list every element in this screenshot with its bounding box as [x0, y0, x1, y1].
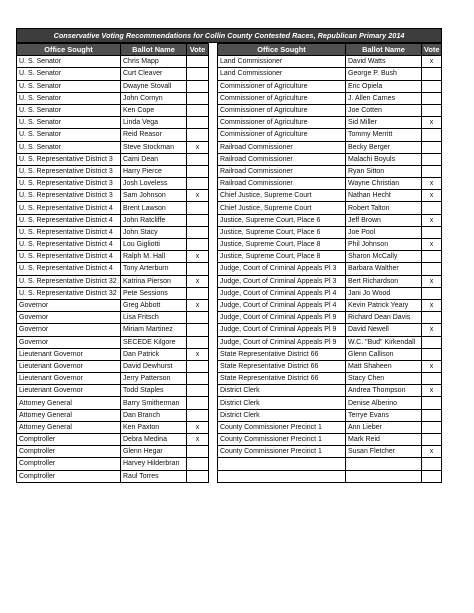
table-row: [17, 165, 209, 177]
ballot-name-cell: George P. Bush: [346, 68, 422, 80]
office-cell: Commissioner of Agriculture: [218, 92, 346, 104]
ballot-name-cell: Sam Johnson: [121, 190, 187, 202]
ballot-name-cell: Greg Abbott: [121, 299, 187, 311]
vote-cell: [187, 80, 209, 92]
ballot-name-cell: Barry Smitherman: [121, 397, 187, 409]
ballot-name-cell: Dan Patrick: [121, 348, 187, 360]
ballot-name-cell: Wayne Christian: [346, 178, 422, 190]
ballot-name-cell: David Newell: [346, 324, 422, 336]
vote-cell: [422, 80, 442, 92]
vote-cell: x: [187, 348, 209, 360]
table-row: [17, 239, 209, 251]
ballot-name-cell: SECEDE Kilgore: [121, 336, 187, 348]
vote-cell: [187, 129, 209, 141]
table-row: [17, 141, 209, 153]
ballot-header: Ballot Name: [346, 44, 422, 56]
vote-cell: [422, 92, 442, 104]
vote-cell: [187, 385, 209, 397]
vote-cell: [187, 360, 209, 372]
ballot-name-cell: Joe Pool: [346, 226, 422, 238]
office-header: Office Sought: [17, 44, 121, 56]
office-cell: District Clerk: [218, 385, 346, 397]
office-cell: Chief Justice, Supreme Court: [218, 202, 346, 214]
ballot-name-cell: Katrina Pierson: [121, 275, 187, 287]
ballot-name-cell: Tony Arterburn: [121, 263, 187, 275]
vote-cell: x: [422, 360, 442, 372]
table-row: [17, 92, 209, 104]
vote-cell: [422, 397, 442, 409]
vote-cell: x: [422, 214, 442, 226]
office-cell: Comptroller: [17, 434, 121, 446]
office-cell: Attorney General: [17, 421, 121, 433]
vote-cell: x: [422, 239, 442, 251]
office-cell: County Commissioner Precinct 1: [218, 446, 346, 458]
ballot-name-cell: Richard Dean Davis: [346, 312, 422, 324]
ballot-name-cell: Barbara Walther: [346, 263, 422, 275]
ballot-name-cell: Stacy Chen: [346, 373, 422, 385]
table-row: [17, 80, 209, 92]
ballot-name-cell: David Watts: [346, 56, 422, 68]
office-cell: U. S. Representative District 4: [17, 263, 121, 275]
office-cell: U. S. Representative District 4: [17, 226, 121, 238]
office-cell: U. S. Senator: [17, 80, 121, 92]
ballot-name-cell: Joe Cotten: [346, 104, 422, 116]
table-row: [17, 287, 209, 299]
ballot-name-cell: Jerry Patterson: [121, 373, 187, 385]
right-table: [217, 43, 442, 483]
vote-cell: x: [422, 178, 442, 190]
vote-cell: [187, 263, 209, 275]
vote-cell: [187, 446, 209, 458]
ballot-name-cell: Glenn Callison: [346, 348, 422, 360]
vote-cell: [422, 226, 442, 238]
vote-cell: [187, 92, 209, 104]
office-cell: U. S. Senator: [17, 92, 121, 104]
vote-cell: x: [422, 190, 442, 202]
table-row: [218, 214, 442, 226]
ballot-name-cell: Josh Loveless: [121, 178, 187, 190]
table-row: [218, 397, 442, 409]
ballot-name-cell: Curt Cleaver: [121, 68, 187, 80]
office-cell: Justice, Supreme Court, Place 6: [218, 226, 346, 238]
table-row: [218, 226, 442, 238]
vote-cell: x: [422, 446, 442, 458]
table-row: [17, 56, 209, 68]
table-row: [218, 80, 442, 92]
ballot-name-cell: Chris Mapp: [121, 56, 187, 68]
table-row: [17, 434, 209, 446]
vote-cell: [187, 373, 209, 385]
table-row: [17, 153, 209, 165]
ballot-name-cell: John Cornyn: [121, 92, 187, 104]
vote-cell: x: [187, 190, 209, 202]
vote-cell: [187, 56, 209, 68]
table-row: [218, 373, 442, 385]
office-cell: Lieutenant Governor: [17, 385, 121, 397]
table-row: [17, 470, 209, 482]
table-row: [218, 446, 442, 458]
vote-cell: [187, 458, 209, 470]
recommendations-sheet: [16, 28, 442, 483]
office-cell: Justice, Supreme Court, Place 6: [218, 214, 346, 226]
vote-cell: [422, 312, 442, 324]
vote-cell: [187, 153, 209, 165]
vote-cell: [422, 458, 442, 470]
office-cell: State Representative District 66: [218, 360, 346, 372]
table-row: [17, 178, 209, 190]
vote-cell: [187, 214, 209, 226]
table-row: [17, 117, 209, 129]
ballot-name-cell: Nathan Hecht: [346, 190, 422, 202]
vote-cell: [187, 104, 209, 116]
office-cell: Commissioner of Agriculture: [218, 104, 346, 116]
office-cell: Comptroller: [17, 458, 121, 470]
vote-cell: [187, 202, 209, 214]
table-row: [218, 92, 442, 104]
office-cell: Lieutenant Governor: [17, 348, 121, 360]
left-header-row: [17, 44, 209, 56]
table-row: [17, 202, 209, 214]
ballot-name-cell: Harry Pierce: [121, 165, 187, 177]
office-cell: Justice, Supreme Court, Place 8: [218, 251, 346, 263]
ballot-name-cell: Lou Gigliotti: [121, 239, 187, 251]
office-cell: U. S. Representative District 3: [17, 190, 121, 202]
vote-cell: [422, 68, 442, 80]
ballot-name-cell: Malachi Boyuls: [346, 153, 422, 165]
table-row: [218, 348, 442, 360]
vote-cell: x: [187, 421, 209, 433]
table-row: [17, 397, 209, 409]
table-row: [17, 421, 209, 433]
office-cell: Governor: [17, 324, 121, 336]
table-row: [218, 312, 442, 324]
office-cell: Attorney General: [17, 409, 121, 421]
ballot-name-cell: Ken Paxton: [121, 421, 187, 433]
table-row: [17, 409, 209, 421]
ballot-name-cell: Phil Johnson: [346, 239, 422, 251]
office-cell: U. S. Representative District 3: [17, 165, 121, 177]
table-row: [17, 446, 209, 458]
ballot-name-cell: Todd Staples: [121, 385, 187, 397]
table-row: [17, 214, 209, 226]
office-cell: County Commissioner Precinct 1: [218, 421, 346, 433]
ballot-name-cell: Kevin Patrick Yeary: [346, 299, 422, 311]
ballot-name-cell: Miriam Martinez: [121, 324, 187, 336]
office-cell: State Representative District 66: [218, 348, 346, 360]
vote-cell: x: [187, 141, 209, 153]
office-cell: Judge, Court of Criminal Appeals Pl 3: [218, 263, 346, 275]
table-row: [17, 275, 209, 287]
office-cell: U. S. Senator: [17, 56, 121, 68]
office-header: Office Sought: [218, 44, 346, 56]
ballot-name-cell: Susan Fletcher: [346, 446, 422, 458]
ballot-name-cell: Ken Cope: [121, 104, 187, 116]
ballot-name-cell: Andrea Thompson: [346, 385, 422, 397]
ballot-name-cell: David Dewhurst: [121, 360, 187, 372]
office-cell: Lieutenant Governor: [17, 373, 121, 385]
ballot-name-cell: Sid Miller: [346, 117, 422, 129]
table-row: [218, 117, 442, 129]
ballot-name-cell: Reid Reasor: [121, 129, 187, 141]
ballot-name-cell: Harvey Hilderbran: [121, 458, 187, 470]
office-cell: Judge, Court of Criminal Appeals Pl 9: [218, 312, 346, 324]
table-row: [218, 421, 442, 433]
table-row: [218, 165, 442, 177]
office-cell: U. S. Representative District 4: [17, 202, 121, 214]
office-cell: Railroad Commissioner: [218, 178, 346, 190]
table-row: [218, 385, 442, 397]
vote-cell: [187, 239, 209, 251]
ballot-name-cell: Matt Shaheen: [346, 360, 422, 372]
vote-cell: [422, 336, 442, 348]
vote-cell: x: [187, 251, 209, 263]
ballot-name-cell: [346, 470, 422, 482]
office-cell: Comptroller: [17, 470, 121, 482]
table-row: [17, 360, 209, 372]
table-row: [218, 275, 442, 287]
sheet-title: Conservative Voting Recommendations for Collin County Contested Races, Republican Primary 2014: [16, 28, 442, 43]
vote-cell: [422, 434, 442, 446]
table-row: [218, 434, 442, 446]
vote-cell: [187, 178, 209, 190]
office-cell: District Clerk: [218, 409, 346, 421]
vote-cell: x: [422, 275, 442, 287]
table-row: [17, 385, 209, 397]
office-cell: Railroad Commissioner: [218, 153, 346, 165]
vote-cell: x: [422, 117, 442, 129]
office-cell: Judge, Court of Criminal Appeals Pl 4: [218, 299, 346, 311]
ballot-name-cell: Jeff Brown: [346, 214, 422, 226]
ballot-name-cell: Dan Branch: [121, 409, 187, 421]
ballot-name-cell: Denise Alberino: [346, 397, 422, 409]
table-row: [218, 299, 442, 311]
vote-cell: [187, 409, 209, 421]
table-row: [218, 409, 442, 421]
table-row: [218, 190, 442, 202]
table-row: [17, 68, 209, 80]
vote-cell: x: [422, 324, 442, 336]
ballot-name-cell: Bert Richardson: [346, 275, 422, 287]
office-cell: Attorney General: [17, 397, 121, 409]
table-row: [17, 458, 209, 470]
vote-header: Vote: [187, 44, 209, 56]
ballot-name-cell: Mark Reid: [346, 434, 422, 446]
office-cell: Governor: [17, 336, 121, 348]
office-cell: U. S. Representative District 32: [17, 287, 121, 299]
table-row: [17, 263, 209, 275]
ballot-name-cell: Brent Lawson: [121, 202, 187, 214]
vote-cell: x: [422, 299, 442, 311]
ballot-name-cell: Tommy Merritt: [346, 129, 422, 141]
office-cell: Commissioner of Agriculture: [218, 80, 346, 92]
vote-cell: [187, 68, 209, 80]
office-cell: Judge, Court of Criminal Appeals Pl 4: [218, 287, 346, 299]
vote-cell: [422, 470, 442, 482]
table-row: [218, 263, 442, 275]
table-row: [17, 373, 209, 385]
ballot-name-cell: Dwayne Stovall: [121, 80, 187, 92]
table-row: [218, 129, 442, 141]
office-cell: U. S. Representative District 4: [17, 214, 121, 226]
ballot-name-cell: Ryan Sitton: [346, 165, 422, 177]
table-row: [17, 324, 209, 336]
vote-cell: [422, 104, 442, 116]
office-cell: U. S. Representative District 3: [17, 153, 121, 165]
vote-cell: [187, 397, 209, 409]
table-row: [218, 104, 442, 116]
office-cell: County Commissioner Precinct 1: [218, 434, 346, 446]
office-cell: Land Commissioner: [218, 56, 346, 68]
vote-cell: x: [422, 385, 442, 397]
office-cell: Chief Justice, Supreme Court: [218, 190, 346, 202]
ballot-name-cell: [346, 458, 422, 470]
vote-cell: [422, 263, 442, 275]
office-cell: [218, 458, 346, 470]
office-cell: Lieutenant Governor: [17, 360, 121, 372]
ballot-name-cell: Robert Talton: [346, 202, 422, 214]
office-cell: Railroad Commissioner: [218, 141, 346, 153]
office-cell: Comptroller: [17, 446, 121, 458]
vote-cell: [422, 409, 442, 421]
table-row: [17, 312, 209, 324]
table-row: [218, 68, 442, 80]
ballot-name-cell: Becky Berger: [346, 141, 422, 153]
office-cell: U. S. Representative District 4: [17, 251, 121, 263]
table-row: [17, 226, 209, 238]
office-cell: U. S. Senator: [17, 68, 121, 80]
table-row: [218, 178, 442, 190]
vote-cell: [187, 470, 209, 482]
ballot-name-cell: Eric Opiela: [346, 80, 422, 92]
table-row: [218, 458, 442, 470]
vote-cell: [422, 251, 442, 263]
vote-cell: x: [187, 299, 209, 311]
table-row: [17, 348, 209, 360]
vote-cell: [422, 373, 442, 385]
table-row: [17, 129, 209, 141]
table-row: [218, 251, 442, 263]
table-row: [17, 190, 209, 202]
left-table-body: [17, 56, 209, 483]
table-row: [218, 202, 442, 214]
ballot-name-cell: Ralph M. Hall: [121, 251, 187, 263]
office-cell: Judge, Court of Criminal Appeals Pl 9: [218, 336, 346, 348]
office-cell: U. S. Senator: [17, 104, 121, 116]
ballot-name-cell: W.C. "Bud" Kirkendall: [346, 336, 422, 348]
ballot-name-cell: Linda Vega: [121, 117, 187, 129]
office-cell: Railroad Commissioner: [218, 165, 346, 177]
left-table: [16, 43, 209, 483]
vote-cell: x: [422, 56, 442, 68]
table-row: [17, 104, 209, 116]
ballot-name-cell: Steve Stockman: [121, 141, 187, 153]
office-cell: [218, 470, 346, 482]
vote-cell: x: [187, 275, 209, 287]
vote-cell: [187, 336, 209, 348]
table-row: [17, 299, 209, 311]
ballot-name-cell: J. Allen Carnes: [346, 92, 422, 104]
ballot-name-cell: Lisa Fritsch: [121, 312, 187, 324]
table-row: [218, 324, 442, 336]
ballot-name-cell: John Stacy: [121, 226, 187, 238]
ballot-header: Ballot Name: [121, 44, 187, 56]
office-cell: U. S. Senator: [17, 117, 121, 129]
vote-header: Vote: [422, 44, 442, 56]
vote-cell: [187, 165, 209, 177]
office-cell: Justice, Supreme Court, Place 8: [218, 239, 346, 251]
vote-cell: [187, 324, 209, 336]
vote-cell: [422, 287, 442, 299]
vote-cell: [187, 287, 209, 299]
table-row: [218, 336, 442, 348]
right-header-row: [218, 44, 442, 56]
table-row: [218, 239, 442, 251]
table-row: [17, 336, 209, 348]
table-row: [218, 470, 442, 482]
office-cell: Judge, Court of Criminal Appeals Pl 3: [218, 275, 346, 287]
vote-cell: [422, 165, 442, 177]
table-row: [218, 287, 442, 299]
ballot-name-cell: Terrye Evans: [346, 409, 422, 421]
ballot-name-cell: Raul Torres: [121, 470, 187, 482]
vote-cell: [187, 312, 209, 324]
office-cell: Governor: [17, 312, 121, 324]
ballot-name-cell: Ann Lieber: [346, 421, 422, 433]
vote-cell: [422, 421, 442, 433]
vote-cell: [187, 226, 209, 238]
office-cell: Commissioner of Agriculture: [218, 117, 346, 129]
vote-cell: [422, 348, 442, 360]
table-row: [218, 153, 442, 165]
office-cell: Commissioner of Agriculture: [218, 129, 346, 141]
office-cell: U. S. Representative District 3: [17, 178, 121, 190]
table-row: [17, 251, 209, 263]
office-cell: Land Commissioner: [218, 68, 346, 80]
right-table-body: [218, 56, 442, 483]
vote-cell: [187, 117, 209, 129]
vote-cell: [422, 141, 442, 153]
ballot-name-cell: Jani Jo Wood: [346, 287, 422, 299]
table-row: [218, 360, 442, 372]
vote-cell: [422, 129, 442, 141]
table-row: [218, 56, 442, 68]
ballot-name-cell: Cami Dean: [121, 153, 187, 165]
office-cell: Governor: [17, 299, 121, 311]
table-columns: [16, 43, 442, 483]
vote-cell: [422, 153, 442, 165]
ballot-name-cell: Debra Medina: [121, 434, 187, 446]
office-cell: Judge, Court of Criminal Appeals Pl 9: [218, 324, 346, 336]
vote-cell: x: [187, 434, 209, 446]
table-row: [218, 141, 442, 153]
vote-cell: [422, 202, 442, 214]
office-cell: U. S. Representative District 32: [17, 275, 121, 287]
office-cell: U. S. Senator: [17, 129, 121, 141]
ballot-name-cell: Sharon McCally: [346, 251, 422, 263]
office-cell: District Clerk: [218, 397, 346, 409]
ballot-name-cell: John Ratcliffe: [121, 214, 187, 226]
office-cell: U. S. Senator: [17, 141, 121, 153]
ballot-name-cell: Pete Sessions: [121, 287, 187, 299]
ballot-name-cell: Glenn Hegar: [121, 446, 187, 458]
office-cell: State Representative District 66: [218, 373, 346, 385]
office-cell: U. S. Representative District 4: [17, 239, 121, 251]
